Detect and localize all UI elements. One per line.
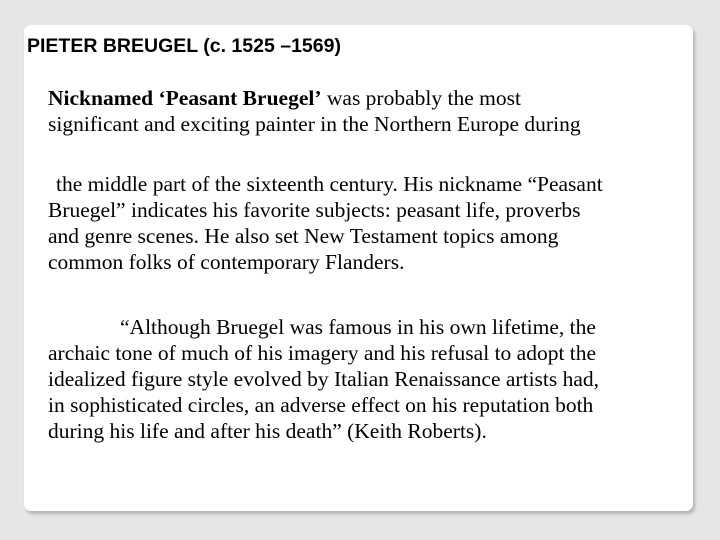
- intro-line-2: significant and exciting painter in the Northern Europe during: [48, 112, 581, 136]
- slide-title: PIETER BREUGEL (c. 1525 –1569): [27, 35, 341, 57]
- quote-line-2: archaic tone of much of his imagery and his refusal to adopt the: [48, 341, 597, 365]
- quote-line-5: during his life and after his death” (Keith Roberts).: [48, 419, 487, 443]
- nickname-line-2: Bruegel” indicates his favorite subjects: peasant life, proverbs: [48, 198, 581, 222]
- nickname-lead: Nicknamed ‘Peasant Bruegel’: [48, 86, 322, 110]
- nickname-paragraph: [48, 171, 688, 275]
- quote-paragraph: [48, 314, 688, 444]
- quote-line-1: “Although Bruegel was famous in his own lifetime, the: [120, 315, 596, 339]
- nickname-line-3: and genre scenes. He also set New Testament topics among: [48, 224, 559, 248]
- nickname-line-1: the middle part of the sixteenth century. His nickname “Peasant: [56, 172, 603, 196]
- quote-line-4: in sophisticated circles, an adverse effect on his reputation both: [48, 393, 594, 417]
- nickname-line-4: common folks of contemporary Flanders.: [48, 250, 405, 274]
- intro-line-1-rest: was probably the most: [321, 86, 521, 110]
- quote-line-3: idealized figure style evolved by Italian Renaissance artists had,: [48, 367, 600, 391]
- intro-paragraph: [48, 85, 688, 137]
